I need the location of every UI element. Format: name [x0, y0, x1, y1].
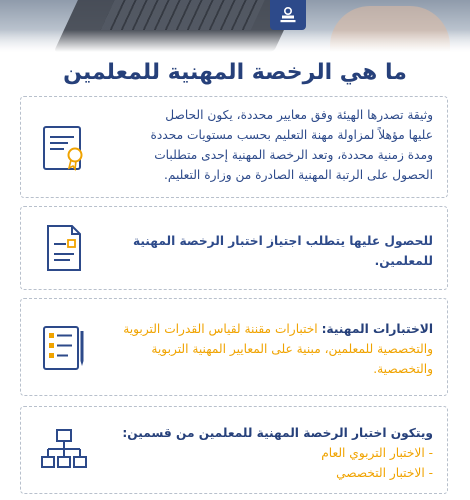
- test-sections-card: [20, 406, 448, 494]
- certificate-stand-icon: [270, 0, 306, 30]
- definition-card: [20, 96, 448, 198]
- requirement-card: [20, 206, 448, 290]
- paper-checkbox-icon: [35, 219, 93, 277]
- requirement-line: للحصول عليها يتطلب اجتياز اختبار الرخصة المهنية: [132, 234, 433, 248]
- checklist-pen-icon: [35, 318, 93, 376]
- definition-line: عليها مؤهلاً لمزاولة مهنة التعليم بحسب مستويات محددة: [150, 128, 433, 142]
- professional-tests-card: [20, 298, 448, 396]
- tests-line: اختبارات مقننة لقياس القدرات التربوية: [123, 322, 322, 336]
- certificate-document-icon: [35, 118, 93, 176]
- sections-intro: ويتكون اختبار الرخصة المهنية للمعلمين من قسمين:: [122, 426, 433, 440]
- definition-line: وثيقة تصدرها الهيئة وفق معايير محددة، يكون الحاصل: [165, 108, 433, 122]
- definition-line: الحصول على الرتبة المهنية الصادرة من وزارة التعليم.: [163, 168, 433, 182]
- tests-label: الاختبارات المهنية:: [321, 322, 433, 336]
- section-item: - الاختبار التربوي العام: [321, 446, 433, 460]
- hierarchy-diagram-icon: [35, 421, 93, 479]
- page-title: ما هي الرخصة المهنية للمعلمين: [63, 60, 407, 85]
- tests-line: والتخصصية.: [373, 362, 433, 376]
- requirement-line: للمعلمين.: [374, 254, 433, 268]
- definition-line: ومدة زمنية محددة، وتعد الرخصة المهنية إحدى متطلبات: [154, 148, 433, 162]
- section-item: - الاختبار التخصصي: [336, 466, 433, 480]
- tests-line: والتخصصية للمعلمين، مبنية على المعايير المهنية التربوية: [151, 342, 433, 356]
- header-photo: [0, 0, 470, 52]
